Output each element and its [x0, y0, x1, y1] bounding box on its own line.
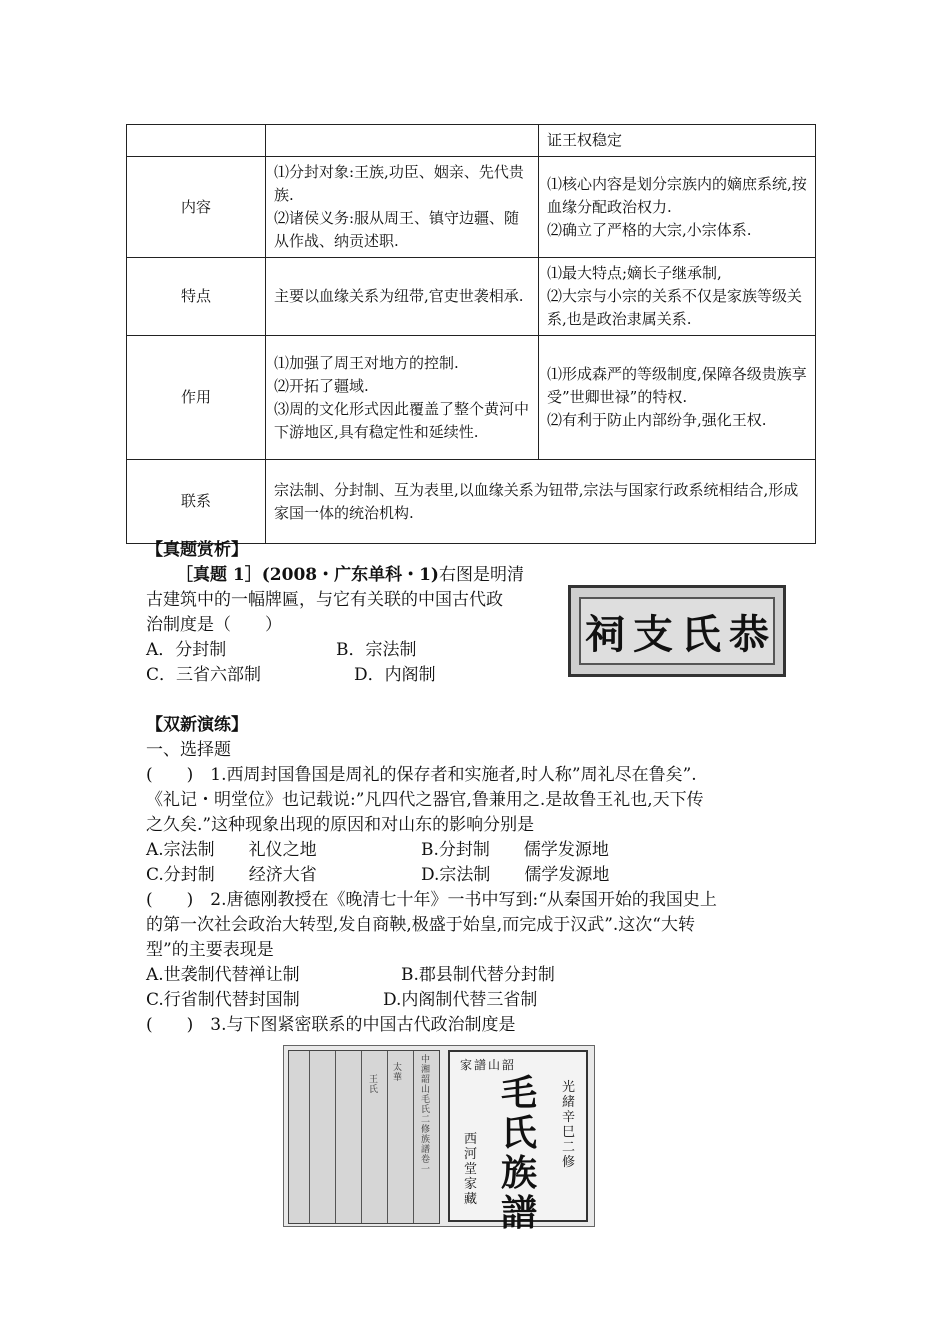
- subsection-heading: 一、选择题: [146, 740, 231, 760]
- column-rule: [387, 1051, 388, 1223]
- cover-top-text: 家譜山韶: [460, 1058, 517, 1072]
- cell-line: ⑴最大特点;嫡长子继承制,: [547, 264, 722, 282]
- question-line: 《礼记・明堂位》也记载说:”凡四代之器官,鲁兼用之.是故鲁王礼也,天下传: [146, 790, 704, 810]
- genealogy-cover: [448, 1050, 588, 1234]
- page-column-text: 王氏: [369, 1075, 379, 1095]
- table-cell: [266, 336, 539, 460]
- option-d: D.内阁制代替三省制: [383, 990, 538, 1010]
- cell-line: ⑵诸侯义务:服从周王、镇守边疆、随从作战、纳贡述职.: [274, 209, 520, 250]
- plaque-image: [568, 585, 786, 677]
- table-row: [127, 157, 816, 258]
- section-heading: 【双新演练】: [146, 715, 248, 735]
- option-c: C.分封制 经济大省: [146, 865, 317, 885]
- option-row: [146, 838, 717, 863]
- cell-line: ⑴分封对象:王族,功臣、姻亲、先代贵族.: [274, 163, 524, 204]
- cell-line: ⑵大宗与小宗的关系不仅是家族等级关系,也是政治隶属关系.: [547, 287, 803, 328]
- table-cell: [266, 125, 539, 157]
- cell-line: ⑴形成森严的等级制度,保障各级贵族享受”世卿世禄”的特权.: [547, 365, 807, 406]
- option-row: [146, 863, 717, 888]
- question-line: 治制度是（ ）: [146, 615, 282, 635]
- table-row: [127, 125, 816, 157]
- cell-line: ⑶周的文化形式因此覆盖了整个黄河中下游地区,具有稳定性和延续性.: [274, 399, 530, 441]
- cell-line: 主要以血缘关系为纽带,官吏世袭相承.: [274, 287, 524, 305]
- option-a: A.宗法制 礼仪之地: [146, 840, 317, 860]
- table-cell: [127, 125, 266, 157]
- cover-title: 毛氏族譜: [500, 1073, 537, 1234]
- question-line: ( ) 2.唐德刚教授在《晚清七十年》一书中写到:“从秦国开始的我国史上: [146, 890, 717, 910]
- row-label: 联系: [127, 460, 266, 544]
- cell-line: ⑵确立了严格的大宗,小宗体系.: [547, 220, 752, 239]
- option-b: B.郡县制代替分封制: [401, 965, 555, 985]
- option-b: B．宗法制: [336, 640, 417, 660]
- plaque-inner: [579, 597, 775, 665]
- section-heading: 【真题赏析】: [146, 540, 248, 560]
- table-row: [127, 258, 816, 336]
- question-line: ( ) 1.西周封国鲁国是周礼的保存者和实施者,时人称”周礼尽在鲁矣”.: [146, 765, 697, 785]
- cover-side-text: 光緒辛巳二修: [562, 1080, 576, 1170]
- table-cell: [266, 258, 539, 336]
- plaque-char: 祠: [585, 611, 625, 658]
- option-c: C.行省制代替封国制: [146, 990, 300, 1010]
- question-line: [146, 563, 524, 588]
- column-rule: [413, 1051, 414, 1223]
- option-a: A.世袭制代替禅让制: [146, 965, 300, 985]
- option-a: A．分封制: [146, 640, 227, 660]
- table-row: [127, 336, 816, 460]
- option-row: [146, 638, 524, 663]
- row-label: 特点: [127, 258, 266, 336]
- genealogy-image: [283, 1045, 595, 1234]
- cell-line: ⑵有利于防止内部纷争,强化王权.: [547, 411, 767, 429]
- option-d: D．内阁制: [354, 665, 436, 685]
- table-cell: [539, 157, 816, 258]
- table-cell: [539, 336, 816, 460]
- plaque-char: 恭: [729, 611, 769, 658]
- cell-line: ⑵开拓了疆域.: [274, 376, 369, 395]
- genealogy-left-page: [288, 1050, 440, 1224]
- comparison-table: [126, 124, 816, 544]
- question-line: 型”的主要表现是: [146, 940, 274, 960]
- column-rule: [335, 1051, 336, 1223]
- option-row: [146, 663, 524, 688]
- page-header-text: 中湘韶山毛氏二修族譜卷一: [421, 1055, 431, 1175]
- table-row: [127, 460, 816, 544]
- column-rule: [309, 1051, 310, 1223]
- question-line: ( ) 3.与下图紧密联系的中国古代政治制度是: [146, 1015, 516, 1035]
- question-line: 的第一次社会政治大转型,发自商鞅,极盛于始皇,而完成于汉武”.这次“大转: [146, 915, 695, 935]
- table-cell: [539, 258, 816, 336]
- shuangxin-section: [146, 713, 717, 1038]
- cell-line: ⑴加强了周王对地方的控制.: [274, 353, 459, 372]
- option-d: D.宗法制 儒学发源地: [421, 865, 610, 885]
- page-column-text: 太華: [393, 1063, 403, 1083]
- option-row: [146, 988, 717, 1013]
- column-rule: [361, 1051, 362, 1223]
- plaque-char: 支: [633, 611, 673, 658]
- option-row: [146, 963, 717, 988]
- table-cell: [266, 157, 539, 258]
- option-b: B.分封制 儒学发源地: [421, 840, 609, 860]
- cover-side-text: 西河堂家藏: [464, 1132, 478, 1207]
- row-label: 作用: [127, 336, 266, 460]
- question-line: 之久矣.”这种现象出现的原因和对山东的影响分别是: [146, 815, 535, 835]
- cell-line: ⑴核心内容是划分宗族内的嫡庶系统,按血缘分配政治权力.: [547, 174, 807, 216]
- plaque-char: 氏: [681, 611, 721, 658]
- table-cell: 证王权稳定: [539, 125, 816, 157]
- table-cell: 宗法制、分封制、互为表里,以血缘关系为钮带,宗法与国家行政系统相结合,形成家国一体的统治机构.: [266, 460, 816, 544]
- zhenti-section: [146, 538, 524, 688]
- question-line: 古建筑中的一幅牌匾，与它有关联的中国古代政: [146, 590, 503, 610]
- question-label: ［真题 1］(2008・广东单科・1): [176, 565, 439, 585]
- option-c: C．三省六部制: [146, 665, 262, 685]
- question-text: 右图是明清: [438, 565, 524, 585]
- row-label: 内容: [127, 157, 266, 258]
